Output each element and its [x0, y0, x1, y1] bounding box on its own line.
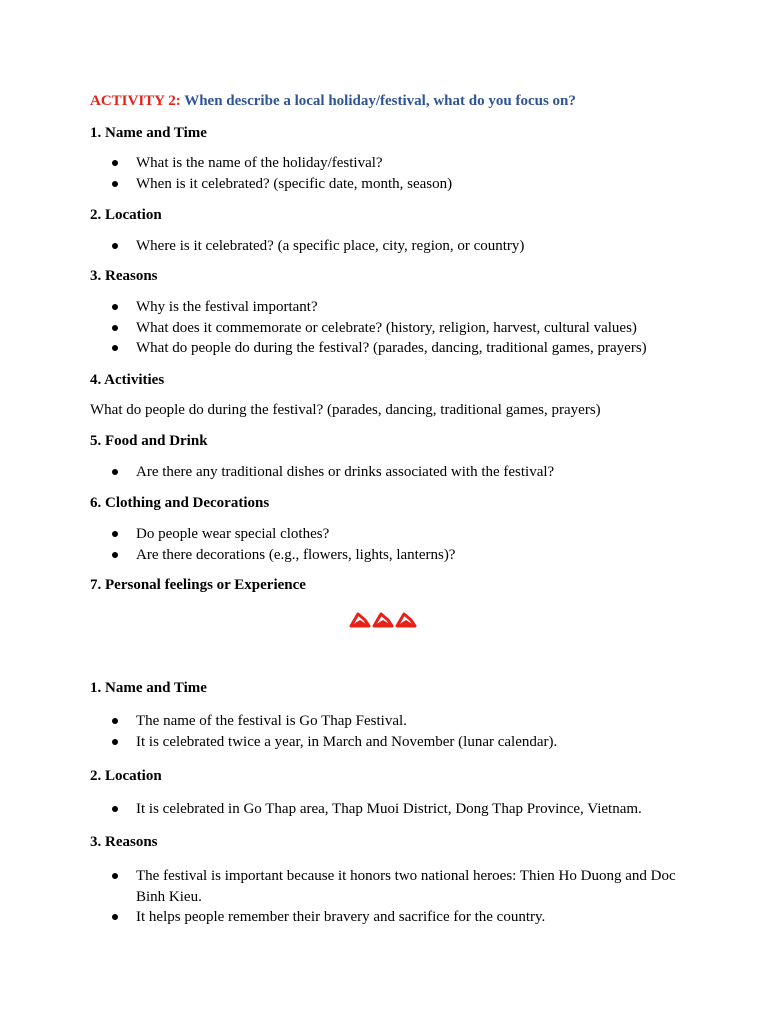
bullet-icon: [112, 345, 118, 351]
section-heading: 7. Personal feelings or Experience: [90, 577, 306, 593]
activity-label: ACTIVITY 2:: [90, 93, 181, 109]
bullet-icon: [112, 718, 118, 724]
bullet-list: [90, 153, 690, 194]
bullet-icon: [112, 469, 118, 475]
list-item: Where is it celebrated? (a specific place, city, region, or country): [90, 236, 690, 257]
section-heading: 3. Reasons: [90, 268, 158, 284]
bullet-icon: [112, 243, 118, 249]
list-item: Are there decorations (e.g., flowers, lights, lanterns)?: [90, 545, 690, 566]
bullet-icon: [112, 552, 118, 558]
list-item: Why is the festival important?: [90, 297, 690, 318]
bullet-list: [90, 799, 690, 820]
bullet-icon: [112, 160, 118, 166]
bullet-icon: [112, 325, 118, 331]
list-item: The name of the festival is Go Thap Festival.: [90, 711, 690, 732]
bullet-icon: [112, 914, 118, 920]
bullet-icon: [112, 531, 118, 537]
bullet-list: [90, 711, 690, 752]
list-item: What does it commemorate or celebrate? (history, religion, harvest, cultural values): [90, 318, 690, 339]
bullet-icon: [112, 739, 118, 745]
section-heading: 1. Name and Time: [90, 680, 207, 696]
bullet-list: [90, 297, 690, 359]
bullet-icon: [112, 806, 118, 812]
list-item: The festival is important because it honors two national heroes: Thien Ho Duong and Doc Binh Kieu.: [90, 866, 690, 907]
activity-question: When describe a local holiday/festival, what do you focus on?: [184, 93, 576, 109]
list-item: It is celebrated in Go Thap area, Thap Muoi District, Dong Thap Province, Vietnam.: [90, 799, 690, 820]
bullet-list: [90, 524, 690, 565]
list-item: It is celebrated twice a year, in March and November (lunar calendar).: [90, 732, 690, 753]
section-heading: 4. Activities: [90, 372, 165, 388]
bullet-list: [90, 462, 690, 483]
bullet-list: [90, 236, 690, 257]
section-heading: 2. Location: [90, 207, 162, 223]
section-heading: 6. Clothing and Decorations: [90, 495, 270, 511]
bullet-list: [90, 866, 690, 928]
list-item: What is the name of the holiday/festival?: [90, 153, 690, 174]
paragraph: What do people do during the festival? (parades, dancing, traditional games, prayers): [90, 402, 601, 418]
bullet-icon: [112, 181, 118, 187]
list-item: It helps people remember their bravery and sacrifice for the country.: [90, 907, 690, 928]
section-heading: 5. Food and Drink: [90, 433, 208, 449]
list-item: When is it celebrated? (specific date, month, season): [90, 174, 690, 195]
list-item: Are there any traditional dishes or drinks associated with the festival?: [90, 462, 690, 483]
section-heading: 1. Name and Time: [90, 125, 207, 141]
red-ornament-icon: [348, 609, 420, 631]
section-heading: 2. Location: [90, 768, 162, 784]
list-item: Do people wear special clothes?: [90, 524, 690, 545]
activity-title: [90, 93, 576, 110]
section-heading: 3. Reasons: [90, 834, 158, 850]
bullet-icon: [112, 304, 118, 310]
bullet-icon: [112, 873, 118, 879]
list-item: What do people do during the festival? (parades, dancing, traditional games, prayers): [90, 338, 690, 359]
